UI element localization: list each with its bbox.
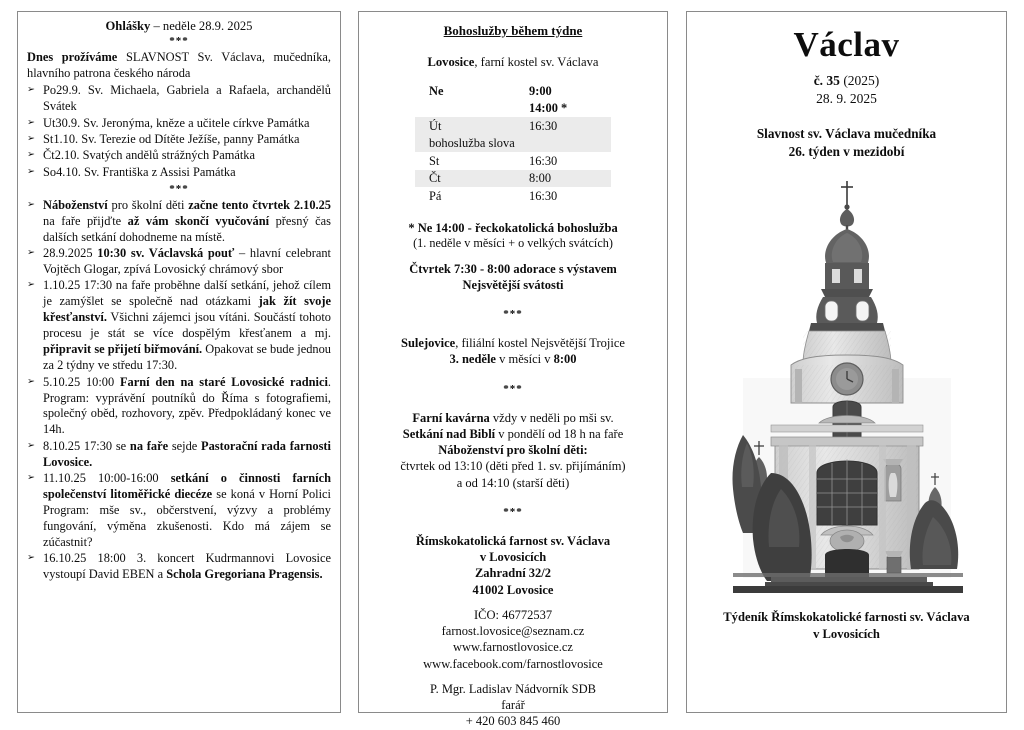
- divider-stars-1: ***: [169, 34, 189, 47]
- priest-phone: + 420 603 845 460: [465, 714, 561, 729]
- announcement-emphasis: Pastorační rada farnosti Lovosice.: [43, 438, 331, 469]
- religion-classes-line-1: čtvrtek od 13:10 (děti před 1. sv. přijímáním): [400, 459, 626, 474]
- intro-paragraph: [27, 50, 331, 82]
- feast-day-item: ➢ Čt2.10. Svatých andělů strážných Památka: [27, 148, 331, 164]
- greek-catholic-note-sub: (1. neděle v měsíci + o velkých svátcích): [413, 235, 613, 250]
- feast-day-item: ➢ Ut30.9. Sv. Jeronýma, kněze a učitele církve Památka: [27, 116, 331, 132]
- schedule-row: [415, 170, 611, 188]
- parish-address-line-2: v Lovosicích: [479, 550, 547, 565]
- schedule-day: Pá: [429, 188, 442, 203]
- cafe-label: Farní kavárna: [412, 410, 490, 425]
- announcements-heading-bold: Ohlášky: [105, 19, 151, 33]
- announcement-emphasis: 10:30 sv. Václavská pouť: [97, 246, 235, 261]
- schedule-row: [415, 135, 611, 153]
- schedule-time: 16:30: [529, 153, 558, 168]
- announcements-panel: [17, 11, 341, 713]
- priest-block: [370, 681, 656, 730]
- footer-caption-line-1: Týdeník Římskokatolické farnosti sv. Václava: [723, 610, 970, 625]
- schedule-time: 16:30: [529, 188, 558, 203]
- schedule-day: Út: [415, 117, 525, 135]
- announcement-text: 16.10.25 18:00 3. koncert Kudrmannovi Lovosice vystoupí David EBEN a: [43, 551, 331, 582]
- announcement-text: přesný čas dalších setkání dohodneme na místě.: [43, 213, 331, 244]
- announcement-emphasis: na faře: [129, 438, 169, 453]
- announcement-text: sejde: [168, 438, 202, 453]
- issue-number: č. 35: [813, 73, 840, 88]
- divider-stars-4: ***: [503, 382, 523, 395]
- adoration-line-1: Čtvrtek 7:30 - 8:00 adorace s výstavem: [409, 261, 617, 276]
- parish-address-line-4: 41002 Lovosice: [472, 582, 554, 597]
- announcement-text: – hlavní celebrant Vojtěch Glogar, zpívá Lovosický chrámový sbor: [43, 246, 331, 277]
- intro-bold: Dnes prožíváme: [27, 50, 118, 65]
- feast-title-line-2: 26. týden v mezidobí: [788, 144, 905, 160]
- divider-stars-5: ***: [503, 505, 523, 518]
- mass-schedule-table: [415, 82, 611, 205]
- sulejovice-name: Sulejovice: [401, 336, 456, 351]
- schedule-time: 8:00: [525, 170, 611, 188]
- intro-rest: SLAVNOST Sv. Václava, mučedníka, hlavního patrona českého národa: [27, 50, 331, 81]
- parish-church-name: Lovosice: [427, 55, 475, 69]
- parish-church-desc: , farní kostel sv. Václava: [474, 55, 599, 69]
- announcement-text: . Program: vyprávění poutníků do Říma s fotografiemi, společný oběd, rozhovory, zpěv. Předpokládaný konec ve 14h.: [43, 374, 332, 437]
- announcement-emphasis: Náboženství: [43, 197, 108, 212]
- divider-stars-3: ***: [503, 308, 523, 321]
- regular-activities: [370, 410, 656, 491]
- announcement-item: [27, 375, 331, 439]
- sulejovice-week: 3. neděle: [449, 352, 496, 367]
- schedule-row: [415, 152, 611, 170]
- cafe-desc: vždy v neděli po mši sv.: [489, 410, 614, 425]
- announcement-text: Všichni zájemci jsou vítáni. Součástí tohoto procesu je stát se více dospělým křesťanem a mj.: [43, 310, 331, 341]
- schedule-time: [525, 135, 611, 153]
- schedule-row: [415, 187, 611, 205]
- schedule-day: Ne: [429, 83, 444, 98]
- announcement-text: 5.10.25 10:00: [43, 374, 120, 389]
- announcement-text: 28.9.2025: [43, 246, 98, 261]
- bible-label: Setkání nad Biblí: [402, 426, 496, 441]
- announcements-heading: [27, 19, 331, 35]
- parish-ico: IČO: 46772537: [473, 607, 553, 622]
- services-heading: Bohoslužby během týdne: [443, 23, 583, 38]
- parish-address-line-3: Zahradní 32/2: [474, 566, 552, 581]
- schedule-day: bohoslužba slova: [415, 135, 525, 153]
- schedule-time: 14:00 *: [529, 101, 568, 115]
- announcement-text: 8.10.25 17:30 se: [43, 438, 130, 453]
- announcement-text: na faře přijďte: [43, 213, 128, 228]
- announcement-item: [27, 471, 331, 551]
- issue-year: (2025): [839, 73, 880, 88]
- schedule-row: [415, 117, 611, 135]
- parish-facebook[interactable]: www.facebook.com/farnostlovosice: [423, 656, 603, 671]
- announcement-emphasis: až vám skončí vyučování: [127, 213, 270, 228]
- priest-role: farář: [501, 698, 525, 713]
- feast-days-list: [27, 83, 331, 181]
- feast-day-item: ➢ Po29.9. Sv. Michaela, Gabriela a Rafaela, archandělů Svátek: [27, 83, 331, 115]
- announcement-items-list: [27, 198, 331, 584]
- priest-name: P. Mgr. Ladislav Nádvorník SDB: [430, 681, 596, 696]
- sulejovice-desc: , filiální kostel Nejsvětější Trojice: [455, 336, 625, 351]
- feast-day-item: ➢ So4.10. Sv. Františka z Assisi Památka: [27, 165, 331, 181]
- announcement-text: se koná v Horní Polici Program: mše sv., občerstvení, výzvy a problémy fungování, výměna zkušenosti. Kdo má zájem se zúčastnit?: [43, 487, 331, 549]
- church-photo-illustration: [713, 173, 981, 593]
- announcement-text: pro školní děti: [107, 197, 189, 212]
- announcement-emphasis: Schola Gregoriana Pragensis.: [166, 567, 323, 582]
- parish-contact-block: [370, 607, 656, 672]
- services-panel: [358, 11, 668, 729]
- adoration-line-2: Nejsvětější svátosti: [462, 277, 564, 292]
- sulejovice-time: 8:00: [553, 352, 577, 367]
- church-photo: [713, 173, 981, 593]
- parish-email[interactable]: farnost.lovosice@seznam.cz: [441, 624, 585, 639]
- religion-classes-label: Náboženství pro školní děti:: [438, 443, 588, 458]
- feast-day-item: ➢ St1.10. Sv. Terezie od Dítěte Ježíše, panny Památka: [27, 132, 331, 148]
- issue-date: 28. 9. 2025: [816, 91, 877, 107]
- footer-caption-line-2: v Lovosicích: [813, 627, 880, 642]
- feast-title-line-1: Slavnost sv. Václava mučedníka: [756, 126, 937, 142]
- masthead-title: Václav: [793, 25, 900, 64]
- masthead-panel: [686, 11, 1007, 713]
- bible-desc: v pondělí od 18 h na faře: [495, 426, 624, 441]
- announcement-item: [27, 198, 331, 246]
- announcement-item: [27, 439, 331, 471]
- schedule-time: 16:30: [525, 117, 611, 135]
- announcement-item: [27, 246, 331, 278]
- announcement-text: 1.10.25 17:30 na faře proběhne další setkání, jehož cílem je zamýšlet se společně nad otázkami: [43, 278, 331, 309]
- schedule-time: 9:00: [529, 83, 552, 98]
- announcement-emphasis: začne tento čtvrtek 2.10.25: [188, 197, 332, 212]
- issue-info: [699, 72, 994, 108]
- parish-address-block: [370, 533, 656, 598]
- schedule-day: Čt: [415, 170, 525, 188]
- sulejovice-mid: v měsíci v: [495, 352, 554, 367]
- announcements-heading-date: – neděle 28.9. 2025: [150, 19, 253, 33]
- sulejovice-line: [370, 335, 656, 368]
- schedule-row: [415, 82, 611, 100]
- announcement-emphasis: Farní den na staré Lovosické radnici: [119, 374, 328, 389]
- schedule-row: [415, 100, 611, 118]
- parish-address-line-1: Římskokatolická farnost sv. Václava: [415, 533, 611, 548]
- greek-catholic-note-main: * Ne 14:00 - řeckokatolická bohoslužba: [408, 220, 618, 235]
- announcement-emphasis: připravit se přijetí biřmování.: [43, 342, 203, 357]
- parish-website[interactable]: www.farnostlovosice.cz: [453, 640, 573, 655]
- greek-catholic-note: [370, 220, 656, 236]
- divider-stars-2: ***: [169, 182, 189, 195]
- adoration-note: [370, 261, 656, 294]
- feast-title: [699, 125, 994, 161]
- announcement-text: Opakovat se bude jednou za 2 týdny ve středu 17:30.: [43, 342, 331, 373]
- announcement-item: [27, 551, 331, 583]
- announcement-item: [27, 278, 331, 374]
- schedule-day: [415, 100, 525, 118]
- footer-caption: [699, 609, 994, 643]
- announcement-emphasis: jak žít svoje křesťanství.: [43, 294, 331, 325]
- announcement-text: 11.10.25 10:00-16:00: [43, 471, 171, 486]
- parish-church-line: [370, 55, 656, 70]
- religion-classes-line-2: a od 14:10 (starší děti): [456, 475, 570, 490]
- schedule-day: St: [429, 153, 440, 168]
- announcement-emphasis: setkání o činnosti farních společenství litoměřické diecéze: [43, 471, 331, 502]
